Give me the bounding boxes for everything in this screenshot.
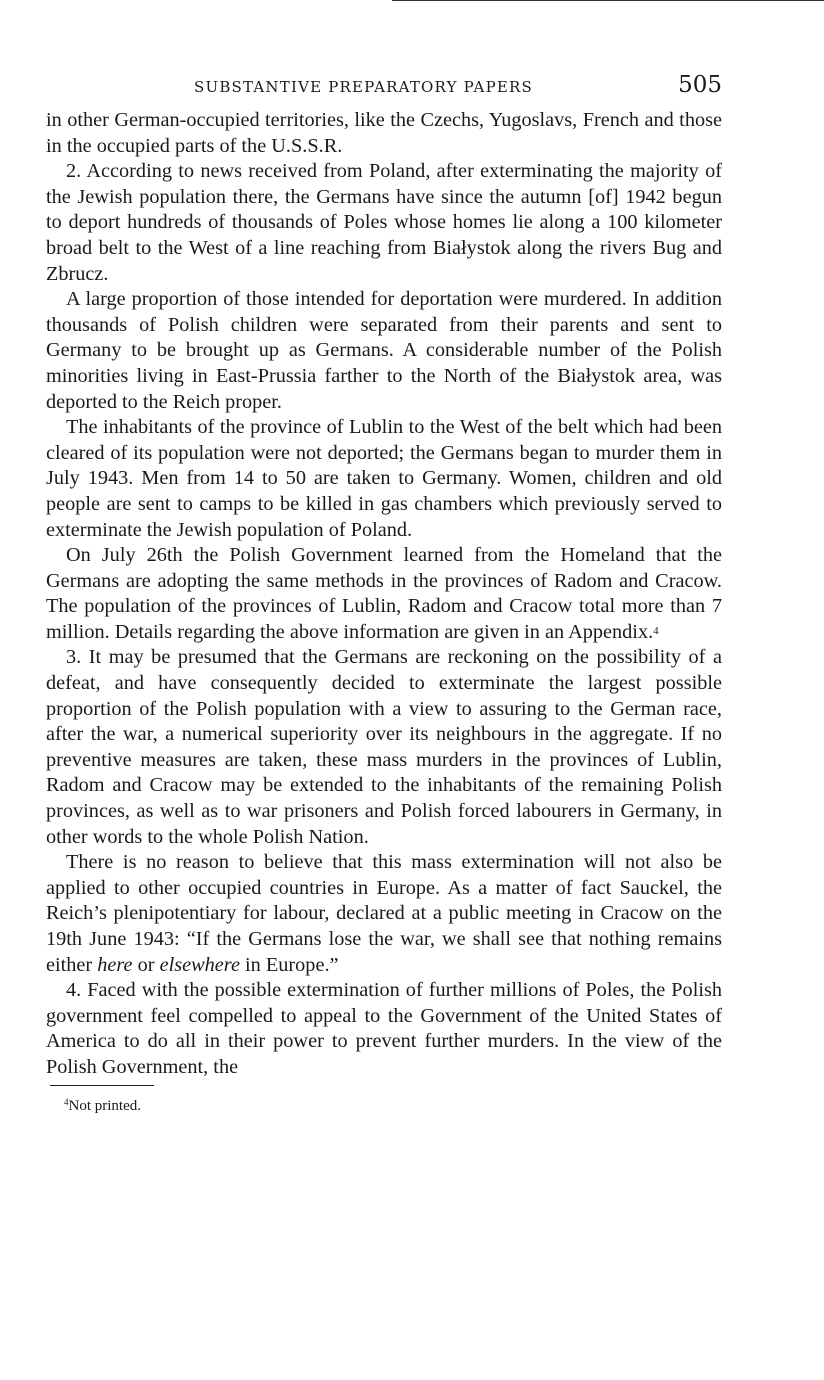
paragraph-7-start: There is no reason to believe that this mass extermination will not also be applied to other occupied countries in Europe. As a matter of fact Sauckel, the Reich’s plenipotentiary for labour, declared at a public meeting in Cracow on the 19th June 1943: “If the Germans lose the war, we shall see that nothing remains either: [46, 851, 722, 976]
running-title: SUBSTANTIVE PREPARATORY PAPERS: [194, 78, 533, 96]
document-page: [46, 68, 722, 1115]
page-number: 505: [678, 72, 722, 98]
paragraph-7-end: in Europe.”: [245, 953, 339, 976]
emphasis-elsewhere: elsewhere: [159, 953, 240, 976]
paragraph-5: [46, 543, 722, 645]
emphasis-here: here: [97, 953, 133, 976]
footnote-reference: 4: [653, 624, 659, 637]
footnote: [64, 1098, 722, 1115]
paragraph-5-text: On July 26th the Polish Government learned from the Homeland that the Germans are adopting the same methods in the provinces of Radom and Cracow. The population of the provinces of Lublin, Radom and Cracow total more than 7 million. Details regarding the above information are given in an Appendix.: [46, 544, 722, 643]
paragraph-7-or: or: [137, 953, 155, 976]
paragraph-6: 3. It may be presumed that the Germans are reckoning on the possibility of a defeat, and have consequently decided to exterminate the largest possible proportion of the Polish population with a view to assuring to the German race, after the war, a numerical superiority over its neighbours in the aggregate. If no preventive measures are taken, these mass murders in the provinces of Lublin, Radom and Cracow may be extended to the inhabitants of the remaining Polish provinces, as well as to war prisoners and Polish forced labourers in Germany, in other words to the whole Polish Nation.: [46, 646, 722, 848]
paragraph-7: [46, 850, 722, 978]
paragraph-4: The inhabitants of the province of Lublin to the West of the belt which had been cleared of its population were not deported; the Germans began to murder them in July 1943. Men from 14 to 50 are taken to Germany. Women, children and old people are sent to camps to be killed in gas chambers which previously served to exterminate the Jewish population of Poland.: [46, 416, 722, 541]
footnote-text: Not printed.: [68, 1097, 141, 1114]
paragraph-2: 2. According to news received from Poland, after exterminating the majority of the Jewish population there, the Germans have since the autumn [of] 1942 begun to deport hundreds of thousands of Poles whose homes lie along a 100 kilometer broad belt to the West of a line reaching from Białystok along the rivers Bug and Zbrucz.: [46, 160, 722, 285]
paragraph-8: 4. Faced with the possible extermination of further millions of Poles, the Polish government feel compelled to appeal to the Government of the United States of America to do all in their power to prevent further murders. In the view of the Polish Government, the: [46, 979, 722, 1078]
body-text: [46, 108, 722, 1081]
paragraph-1: in other German-occupied territories, like the Czechs, Yugoslavs, French and those in the occupied parts of the U.S.S.R.: [46, 109, 722, 157]
footnote-rule: [50, 1085, 154, 1086]
top-rule: [392, 0, 824, 1]
running-head: [46, 68, 722, 108]
paragraph-3: A large proportion of those intended for deportation were murdered. In addition thousands of Polish children were separated from their parents and sent to Germany to be brought up as Germans. A considerable number of the Polish minorities living in East-Prussia farther to the North of the Białystok area, was deported to the Reich proper.: [46, 288, 722, 413]
footnote-marker: 4: [64, 1096, 69, 1107]
